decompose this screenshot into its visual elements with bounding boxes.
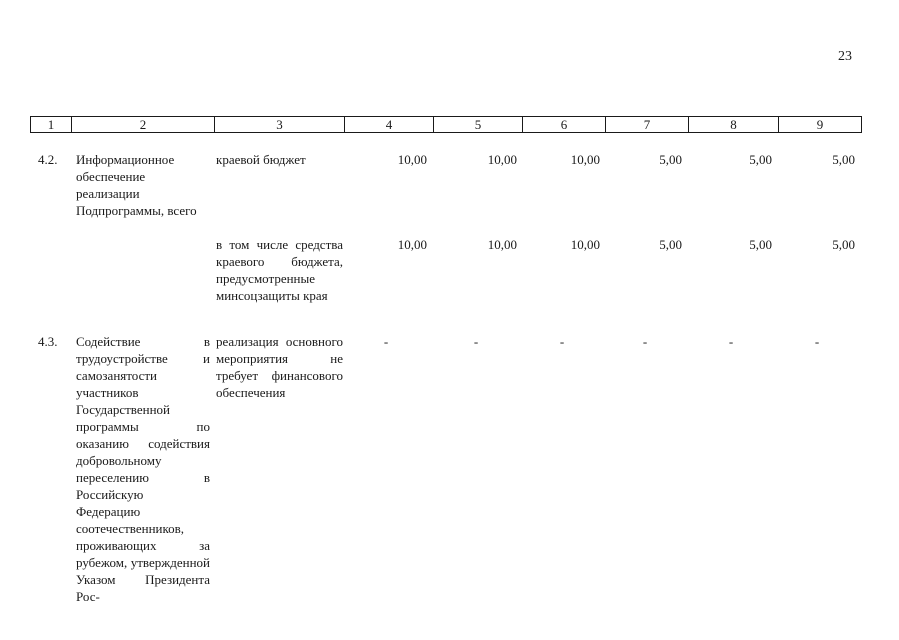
value-col-8: 5,00	[749, 152, 772, 167]
header-col-2: 2	[72, 117, 215, 133]
value-col-4: -	[383, 334, 389, 349]
header-col-9: 9	[779, 117, 862, 133]
header-col-6: 6	[523, 117, 606, 133]
page-number: 23	[838, 49, 852, 64]
value-col-4: 10,00	[397, 152, 427, 167]
value-col-7: 5,00	[659, 237, 682, 252]
value-col-9: 5,00	[832, 152, 855, 167]
funding-source: реализация основного мероприятия не требует финансового обеспечения	[216, 334, 343, 400]
value-col-5: 10,00	[487, 152, 517, 167]
value-col-7: 5,00	[659, 152, 682, 167]
row-title: Содействие в трудоустройстве и самозанятости участников Государственной программы по оказанию содействия добровольному переселению в Российскую Федерацию соотечественников, проживающих за рубежом, утвержденной Указом Президента Рос-	[76, 334, 210, 604]
header-col-5: 5	[434, 117, 523, 133]
row-number: 4.2.	[38, 152, 58, 167]
value-col-5: 10,00	[487, 237, 517, 252]
row-number: 4.3.	[38, 334, 58, 349]
row-title: Информационное обеспечение реализации Подпрограммы, всего	[76, 152, 197, 218]
header-col-3: 3	[215, 117, 345, 133]
funding-source: в том числе средства краевого бюджета, предусмотренные минсоцзащиты края	[216, 237, 343, 303]
value-col-9: -	[814, 334, 820, 349]
header-col-1: 1	[31, 117, 72, 133]
value-col-6: 10,00	[570, 237, 600, 252]
header-col-8: 8	[689, 117, 779, 133]
header-col-7: 7	[606, 117, 689, 133]
value-col-8: -	[728, 334, 734, 349]
value-col-7: -	[642, 334, 648, 349]
value-col-6: 10,00	[570, 152, 600, 167]
funding-source: краевой бюджет	[216, 152, 306, 167]
value-col-6: -	[559, 334, 565, 349]
value-col-8: 5,00	[749, 237, 772, 252]
value-col-4: 10,00	[397, 237, 427, 252]
value-col-5: -	[473, 334, 479, 349]
value-col-9: 5,00	[832, 237, 855, 252]
header-col-4: 4	[345, 117, 434, 133]
column-number-header	[30, 116, 862, 133]
